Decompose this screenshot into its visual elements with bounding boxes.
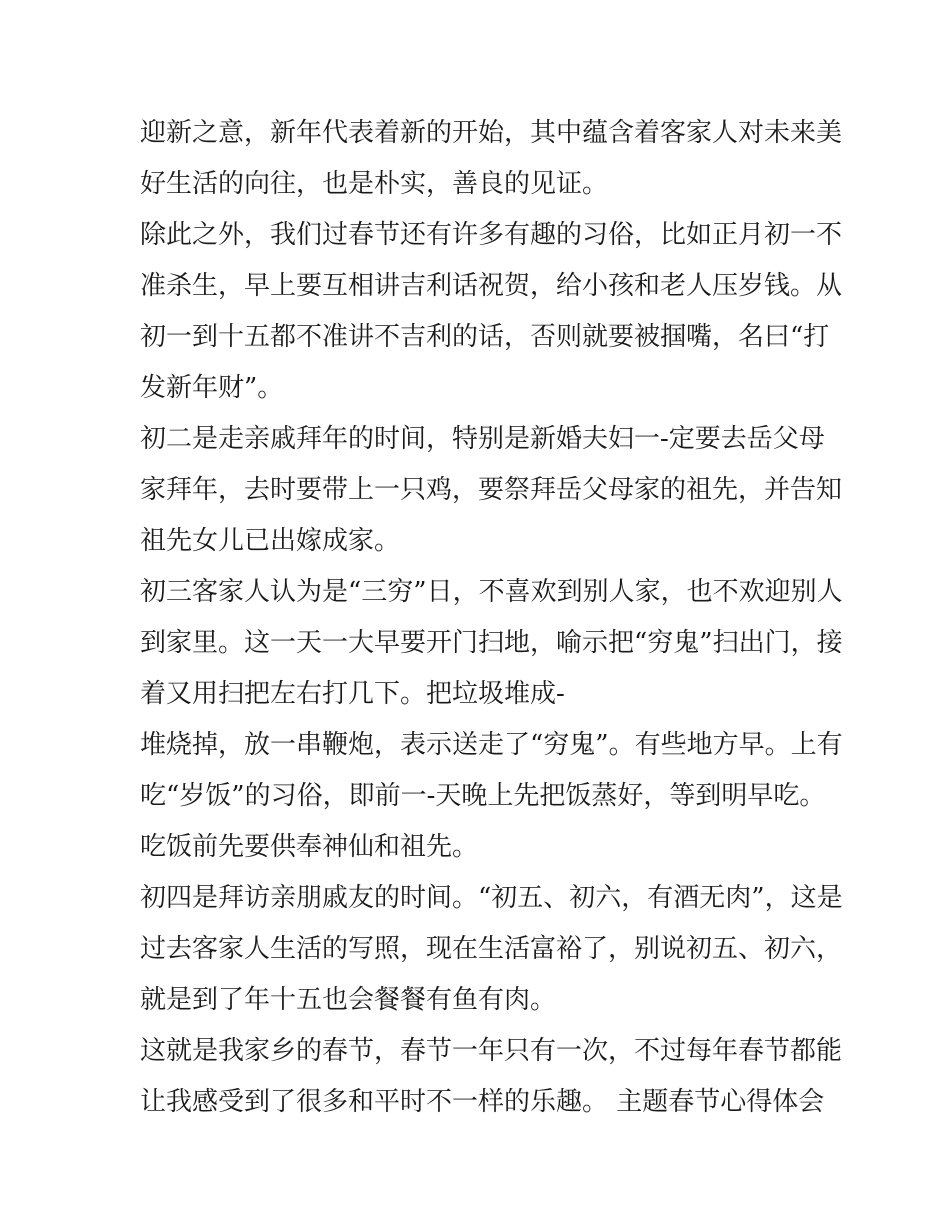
text-line: 准杀生，早上要互相讲吉利话祝贺，给小孩和老人压岁钱。从 (140, 271, 843, 301)
text-line: 初三客家人认为是“三穷”日，不喜欢到别人家，也不欢迎别人 (140, 577, 843, 607)
text-line: 祖先女儿已出嫁成家。 (140, 526, 401, 556)
text-line: 吃饭前先要供奉神仙和祖先。 (140, 832, 479, 862)
text-line: 发新年财”。 (140, 373, 284, 403)
text-line: 就是到了年十五也会餐餐有鱼有肉。 (140, 985, 557, 1015)
text-line: 堆烧掉，放一串鞭炮，表示送走了“穷鬼”。有些地方早。上有 (140, 730, 843, 760)
text-line: 着又用扫把左右打几下。把垃圾堆成- (140, 679, 565, 709)
text-line: 到家里。这一天一大早要开门扫地，喻示把“穷鬼”扫出门，接 (140, 628, 843, 658)
text-line: 初一到十五都不准讲不吉利的话，否则就要被掴嘴，名曰“打 (140, 322, 830, 352)
text-line: 好生活的向往，也是朴实，善良的见证。 (140, 169, 609, 199)
text-line: 这就是我家乡的春节，春节一年只有一次，不过每年春节都能 (140, 1036, 843, 1066)
text-line: 除此之外，我们过春节还有许多有趣的习俗，比如正月初一不 (140, 220, 843, 250)
text-line: 让我感受到了很多和平时不一样的乐趣。 主题春节心得体会 (140, 1087, 825, 1117)
text-line: 家拜年，去时要带上一只鸡，要祭拜岳父母家的祖先，并告知 (140, 475, 843, 505)
text-line: 初二是走亲戚拜年的时间，特别是新婚夫妇一-定要去岳父母 (140, 424, 825, 454)
text-line: 吃“岁饭”的习俗，即前一-天晚上先把饭蒸好，等到明早吃。 (140, 781, 826, 811)
text-line: 初四是拜访亲朋戚友的时间。“初五、初六，有酒无肉”，这是 (140, 883, 843, 913)
document-body (140, 108, 843, 1128)
text-line: 迎新之意，新年代表着新的开始，其中蕴含着客家人对未来美 (140, 118, 843, 148)
text-line: 过去客家人生活的写照，现在生活富裕了，别说初五、初六， (140, 934, 843, 964)
